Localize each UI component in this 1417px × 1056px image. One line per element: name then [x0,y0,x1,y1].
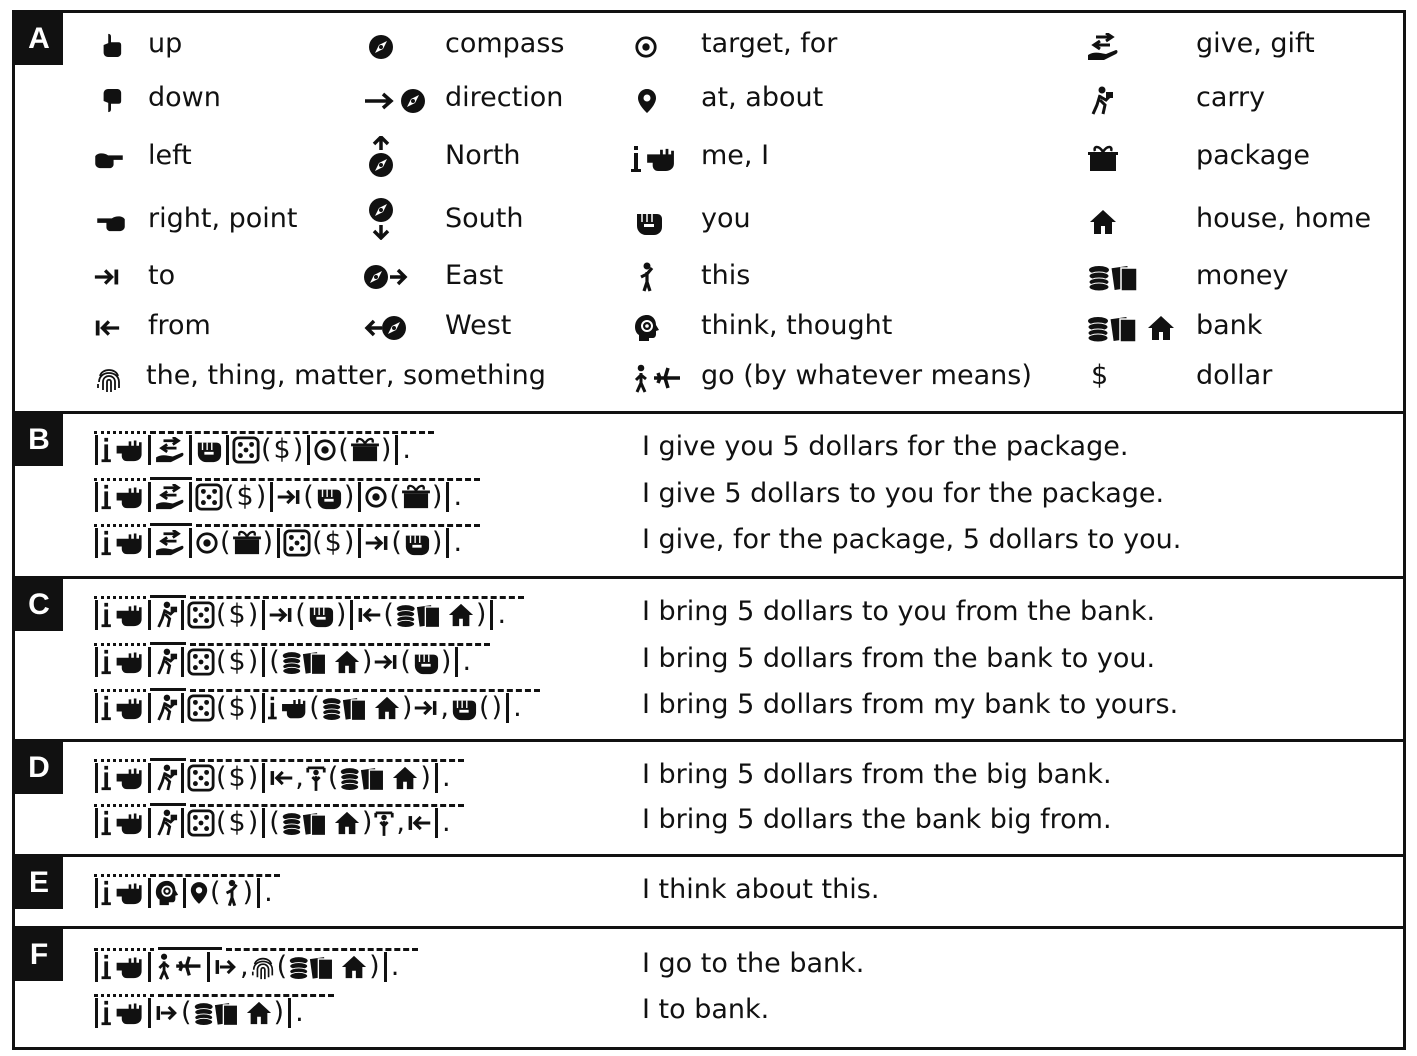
translation: I bring 5 dollars the bank big from. [642,804,1112,835]
section-divider [12,739,1406,742]
head-gear-icon [630,311,664,345]
translation: I to bank. [642,994,770,1025]
translation: I give, for the package, 5 dollars to you. [642,524,1182,555]
legend-text: East [445,260,504,291]
compass-icon [364,30,398,64]
legend-text: you [701,203,751,234]
glyph-sentence: ( $ ) ( ) , ( ) . [92,689,523,729]
point-right-icon [94,205,128,239]
legend-text: give, gift [1196,28,1315,59]
glyph-sentence: ( ) ( $ ) ( ) . [92,524,463,564]
me-hand-icon [630,142,678,176]
glyph-sentence: ( $ ) ( ) ( ) . [92,478,463,518]
legend-text: from [148,310,211,341]
dollar-icon: $ [1091,360,1109,391]
section-label-a: A [15,13,63,65]
coins-bills-icon [1086,260,1144,294]
legend-text: this [701,260,751,291]
person-pointing-icon [630,260,664,294]
legend-text: direction [445,82,564,113]
legend-text: the, thing, matter, something [146,360,546,391]
legend-text: West [445,310,512,341]
translation: I go to the bank. [642,948,865,979]
translation: I think about this. [642,874,880,905]
section-label-d: D [15,742,63,794]
fingerprint-icon [92,362,126,396]
legend-text: dollar [1196,360,1273,391]
glyph-sentence: ( $ ) ( ) . [92,431,412,471]
arrow-from-bar-icon [90,311,124,345]
compass-west-icon [362,311,410,345]
thumb-down-icon [94,84,128,118]
compass-south-icon [364,196,398,240]
translation: I bring 5 dollars from the bank to you. [642,643,1156,674]
legend-text: to [148,260,176,291]
legend-text: target, for [701,28,838,59]
legend-text: house, home [1196,203,1372,234]
translation: I bring 5 dollars from the big bank. [642,759,1112,790]
translation: I bring 5 dollars to you from the bank. [642,596,1156,627]
section-divider [12,411,1406,414]
fist-icon [632,205,666,239]
legend-text: me, I [701,140,770,171]
legend-text: compass [445,28,565,59]
legend-text: bank [1196,310,1263,341]
bank-icon [1086,311,1178,345]
glyph-sentence: ( $ ) , ( ) . [92,759,452,799]
gift-box-icon [1086,142,1120,176]
glyph-sentence: ( $ ) ( ) ( ) . [92,596,507,636]
section-label-c: C [15,579,63,631]
give-hand-icon [1086,30,1120,64]
legend-text: package [1196,140,1310,171]
legend-text: at, about [701,82,824,113]
legend-text: North [445,140,521,171]
legend-text: think, thought [701,310,893,341]
legend-text: money [1196,260,1289,291]
point-left-icon [92,142,126,176]
glyph-sentence: ( ) . [92,874,274,914]
legend-text: up [148,28,183,59]
legend-text: South [445,203,524,234]
section-divider [12,854,1406,857]
section-label-e: E [15,857,63,909]
section-divider [12,926,1406,929]
legend-text: go (by whatever means) [701,360,1032,391]
arrow-to-bar-icon [90,260,124,294]
section-divider [12,576,1406,579]
walk-plane-icon [630,362,684,396]
section-label-f: F [15,929,63,981]
glyph-sentence: ( ) . [92,994,305,1034]
legend-text: down [148,82,221,113]
arrow-compass-icon [362,84,430,118]
map-pin-icon [630,84,664,118]
thumb-up-icon [94,28,128,62]
compass-east-icon [362,260,410,294]
legend-text: left [148,140,192,171]
person-carry-icon [1084,84,1118,118]
glyph-sentence: ( $ ) ( ) , . [92,804,452,844]
glyph-sentence: ( $ ) ( ) ( ) . [92,643,472,683]
section-label-b: B [15,414,63,466]
legend-text: right, point [148,203,298,234]
legend-text: carry [1196,82,1266,113]
translation: I bring 5 dollars from my bank to yours. [642,689,1179,720]
translation: I give you 5 dollars for the package. [642,431,1129,462]
house-icon [1086,205,1120,239]
compass-north-icon [364,136,398,180]
target-icon [629,30,663,64]
glyph-sentence: , ( ) . [92,948,400,988]
translation: I give 5 dollars to you for the package. [642,478,1165,509]
